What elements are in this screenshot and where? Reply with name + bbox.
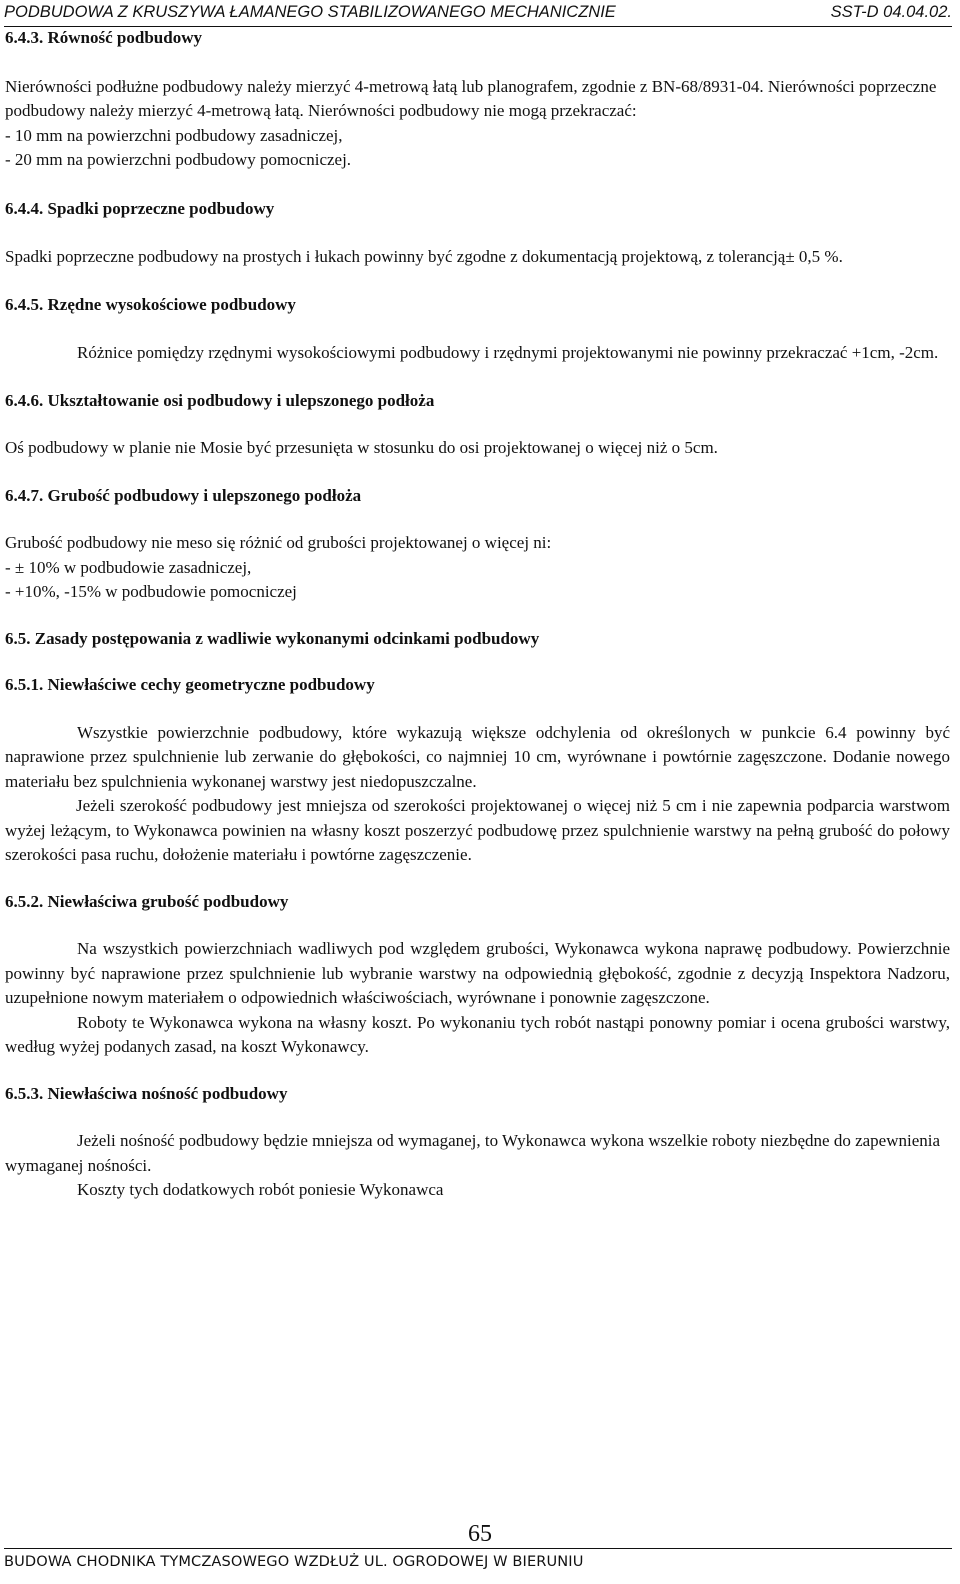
header-spec-code: SST-D 04.04.02. [830,3,952,21]
section-6-4-7-list-item-2: - +10%, -15% w podbudowie pomocniczej [5,582,297,601]
section-6-5-3-paragraph-2: Koszty tych dodatkowych robót poniesie Wykonawca [77,1180,444,1199]
section-heading-6-5-2: 6.5.2. Niewłaściwa grubość podbudowy [5,891,289,911]
running-header [4,0,952,27]
section-6-5-2-paragraph-1: Na wszystkich powierzchniach wadliwych pod względem grubości, Wykonawca wykona naprawę podbudowy. Powierzchnie powinny być naprawione przez spulchnienie lub wybranie warstwy na odpowiednią głębokość, zgodnie z decyzją Inspektora Nadzoru, uzupełnione nowym materiałem o odpowiednich właściwościach, wyrównane i ponownie zagęszczone. [5,939,950,1007]
section-6-4-3-list-item-2: - 20 mm na powierzchni podbudowy pomocniczej. [5,150,352,169]
section-heading-6-4-6: 6.4.6. Ukształtowanie osi podbudowy i ulepszonego podłoża [5,390,435,410]
page-content [5,26,950,1203]
section-6-4-3-paragraph: Nierówności podłużne podbudowy należy mierzyć 4-metrową łatą lub planografem, zgodnie z BN-68/8931-04. Nierówności poprzeczne podbudowy należy mierzyć 4-metrową łatą. Nierówności podbudowy nie mogą przekraczać: [5,76,937,120]
section-6-4-3-list-item-1: - 10 mm na powierzchni podbudowy zasadniczej, [5,125,343,145]
header-title: PODBUDOWA Z KRUSZYWA ŁAMANEGO STABILIZOWANEGO MECHANICZNIE [4,3,616,21]
section-heading-6-4-5: 6.4.5. Rzędne wysokościowe podbudowy [5,294,296,314]
section-heading-6-4-4: 6.4.4. Spadki poprzeczne podbudowy [5,198,275,218]
section-6-5-2-paragraph-2: Roboty te Wykonawca wykona na własny koszt. Po wykonaniu tych robót nastąpi ponowny pomiar i ocena grubości warstwy, według wyżej podanych zasad, na koszt Wykonawcy. [5,1012,950,1056]
section-6-4-5-paragraph: Różnice pomiędzy rzędnymi wysokościowymi podbudowy i rzędnymi projektowanymi nie powinny przekraczać +1cm, -2cm. [77,343,939,362]
section-6-4-4-paragraph: Spadki poprzeczne podbudowy na prostych i łukach powinny być zgodne z dokumentacją projektową, z tolerancją± 0,5 %. [5,247,843,266]
section-heading-6-5-1: 6.5.1. Niewłaściwe cechy geometryczne podbudowy [5,675,375,694]
section-6-4-7-list-item-1: - ± 10% w podbudowie zasadniczej, [5,557,252,577]
section-6-4-6-paragraph: Oś podbudowy w planie nie Mosie być przesunięta w stosunku do osi projektowanej o więcej niż o 5cm. [5,438,718,457]
section-6-4-7-paragraph: Grubość podbudowy nie meso się różnić od grubości projektowanej o więcej ni: [5,533,552,552]
spacer [5,51,950,75]
section-6-5-3-paragraph-1: Jeżeli nośność podbudowy będzie mniejsza od wymaganej, to Wykonawca wykona wszelkie roboty niezbędne do zapewnienia wymaganej nośności. [5,1131,941,1175]
section-heading-6-5: 6.5. Zasady postępowania z wadliwie wykonanymi odcinkami podbudowy [5,628,540,648]
running-footer: BUDOWA CHODNIKA TYMCZASOWEGO WZDŁUŻ UL. OGRODOWEJ W BIERUNIU [4,1548,952,1578]
page-number: 65 [468,1521,492,1547]
section-heading-6-4-7: 6.4.7. Grubość podbudowy i ulepszonego podłoża [5,485,362,505]
section-6-5-1-paragraph-1: Wszystkie powierzchnie podbudowy, które wykazują większe odchylenia od określonych w punkcie 6.4 powinny być naprawione przez spulchnienie lub zerwanie do głębokości, co najmniej 10 cm, wyrównane i powtórnie zagęszczone. Dodanie nowego materiału bez spulchnienia wykonanej warstwy jest niedopuszczalne. [5,722,950,791]
section-heading-6-4-3: 6.4.3. Równość podbudowy [5,28,202,47]
section-6-5-1-paragraph-2: Jeżeli szerokość podbudowy jest mniejsza od szerokości projektowanej o więcej niż 5 cm i nie zapewnia podparcia warstwom wyżej leżącym, to Wykonawca powinien na własny koszt poszerzyć podbudowę przez spulchnienie warstwy na pełną grubość do połowy szerokości pasa ruchu, dołożenie materiału i powtórne zagęszczenie. [5,796,950,864]
section-heading-6-5-3: 6.5.3. Niewłaściwa nośność podbudowy [5,1083,288,1103]
